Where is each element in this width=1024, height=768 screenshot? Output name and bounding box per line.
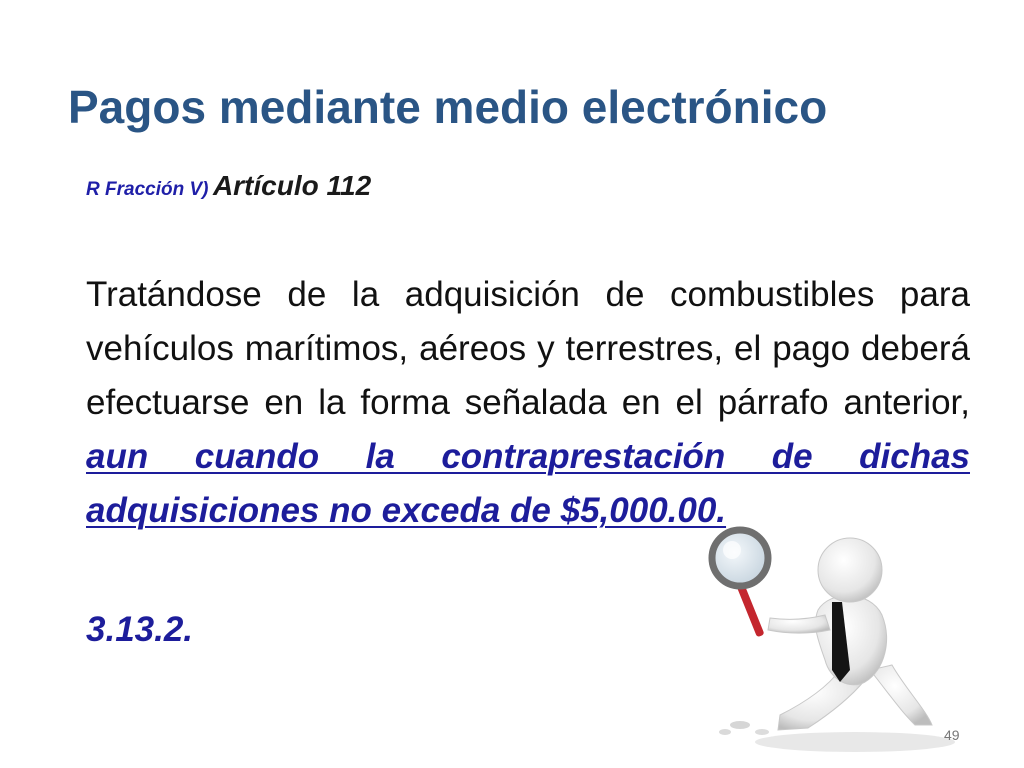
page-number: 49 bbox=[944, 727, 960, 743]
article-reference bbox=[86, 170, 371, 202]
reference-prefix: R Fracción V) bbox=[86, 179, 209, 200]
paragraph-emphasis: aun cuando la contraprestación de dichas adquisiciones no exceda de $5,000.00. bbox=[86, 437, 970, 530]
reference-article: Artículo 112 bbox=[212, 170, 372, 201]
person-with-magnifying-glass-icon bbox=[700, 520, 970, 760]
article-paragraph bbox=[86, 268, 970, 538]
slide-title: Pagos mediante medio electrónico bbox=[68, 81, 828, 133]
rule-reference: 3.13.2. bbox=[86, 610, 194, 649]
paragraph-text: Tratándose de la adquisición de combustibles para vehículos marítimos, aéreos y terrestres, el pago deberá efectuarse en la forma señalada en el párrafo anterior, bbox=[86, 275, 970, 422]
